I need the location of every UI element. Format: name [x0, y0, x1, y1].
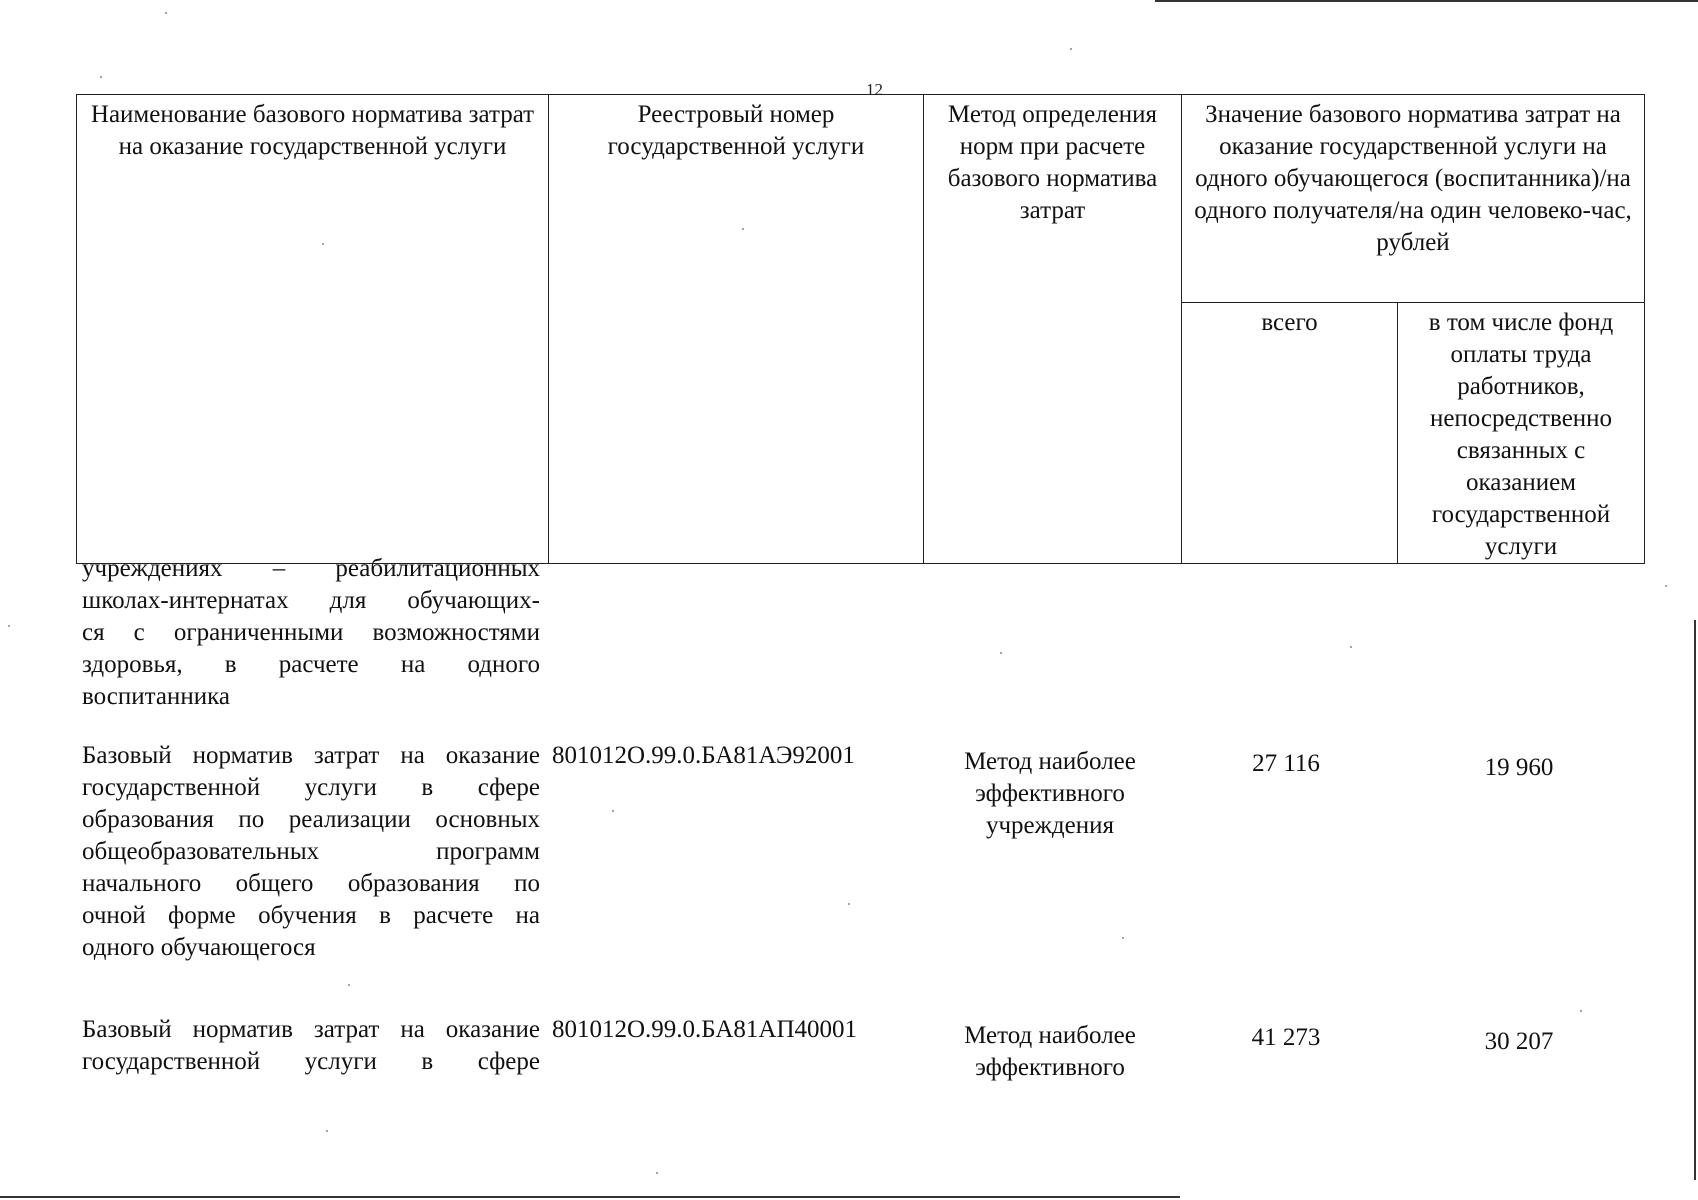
text-line: начального общего образования по: [82, 870, 540, 897]
header-col-total: всего: [1182, 303, 1398, 564]
text-line: школах-интернатах для обучающих-: [82, 587, 540, 614]
scan-speck: [1665, 585, 1667, 587]
text-line: государственной услуги в сфере: [82, 774, 540, 801]
text-line: эффективного: [975, 1054, 1125, 1081]
text-line: учреждениях – реабилитационных: [82, 555, 540, 582]
scan-speck: [1000, 652, 1002, 654]
header-col-name: Наименование базового норматива затрат на оказание государственной услуги: [77, 95, 549, 564]
row-1-total: 27 116: [1252, 750, 1320, 777]
header-col-payroll: в том числе фонд оплаты труда работников, непосредственно связанных с оказанием государственной услуги: [1398, 303, 1645, 564]
header-col-value: Значение базового норматива затрат на оказание государственной услуги на одного обучающегося (воспитанника)/на одного получателя/на один человеко-час, рублей: [1182, 95, 1645, 303]
row-2-payroll: 30 207: [1484, 1028, 1554, 1055]
page-number: 12: [866, 80, 883, 99]
text-line: Базовый норматив затрат на оказание: [82, 1016, 540, 1043]
scan-speck: [612, 810, 614, 812]
header-table: [76, 94, 1645, 564]
text-line: воспитанника: [82, 683, 230, 710]
scan-speck: [742, 228, 744, 230]
continuation-text: [82, 553, 540, 713]
scan-speck: [165, 12, 167, 14]
row-2-total: 41 273: [1251, 1024, 1321, 1051]
scan-speck: [348, 984, 350, 986]
text-line: Базовый норматив затрат на оказание: [82, 742, 540, 769]
row-1-name: [82, 740, 540, 964]
scan-speck: [8, 625, 10, 627]
text-line: здоровья, в расчете на одного: [82, 651, 540, 678]
scan-speck: [656, 1172, 658, 1174]
text-line: учреждения: [985, 812, 1114, 839]
scan-speck: [1070, 48, 1072, 50]
scan-speck: [1350, 646, 1352, 648]
text-line: ся с ограниченными возможностями: [82, 619, 540, 646]
text-line: образования по реализации основных: [82, 806, 540, 833]
row-2-name: [82, 1014, 540, 1078]
text-line: общеобразовательных программ: [82, 838, 540, 865]
row-1-registry: 801012О.99.0.БА81АЭ92001: [552, 742, 855, 769]
row-1-payroll: 19 960: [1484, 754, 1554, 781]
text-line: государственной услуги в сфере: [82, 1048, 540, 1075]
scan-speck: [1122, 937, 1124, 939]
row-2-registry: 801012О.99.0.БА81АП40001: [552, 1016, 857, 1043]
scan-speck: [848, 903, 850, 905]
scan-speck: [322, 243, 324, 245]
text-line: очной форме обучения в расчете на: [82, 902, 540, 929]
text-line: Метод наиболее: [964, 1022, 1136, 1049]
row-1-method: [925, 746, 1175, 842]
scan-speck: [1580, 1010, 1582, 1012]
scan-speck: [326, 1130, 328, 1132]
text-line: одного обучающегося: [82, 934, 316, 961]
scan-speck: [100, 76, 102, 78]
text-line: Метод наиболее: [964, 748, 1136, 775]
scan-edge-top: [1155, 0, 1698, 2]
text-line: эффективного: [975, 780, 1125, 807]
scan-edge-right: [1694, 620, 1696, 1180]
header-col-registry: Реестровый номер государственной услуги: [549, 95, 924, 564]
row-2-method: [925, 1020, 1175, 1084]
header-col-method: Метод определения норм при расчете базового норматива затрат: [924, 95, 1182, 564]
scan-edge-bottom: [0, 1196, 1180, 1198]
